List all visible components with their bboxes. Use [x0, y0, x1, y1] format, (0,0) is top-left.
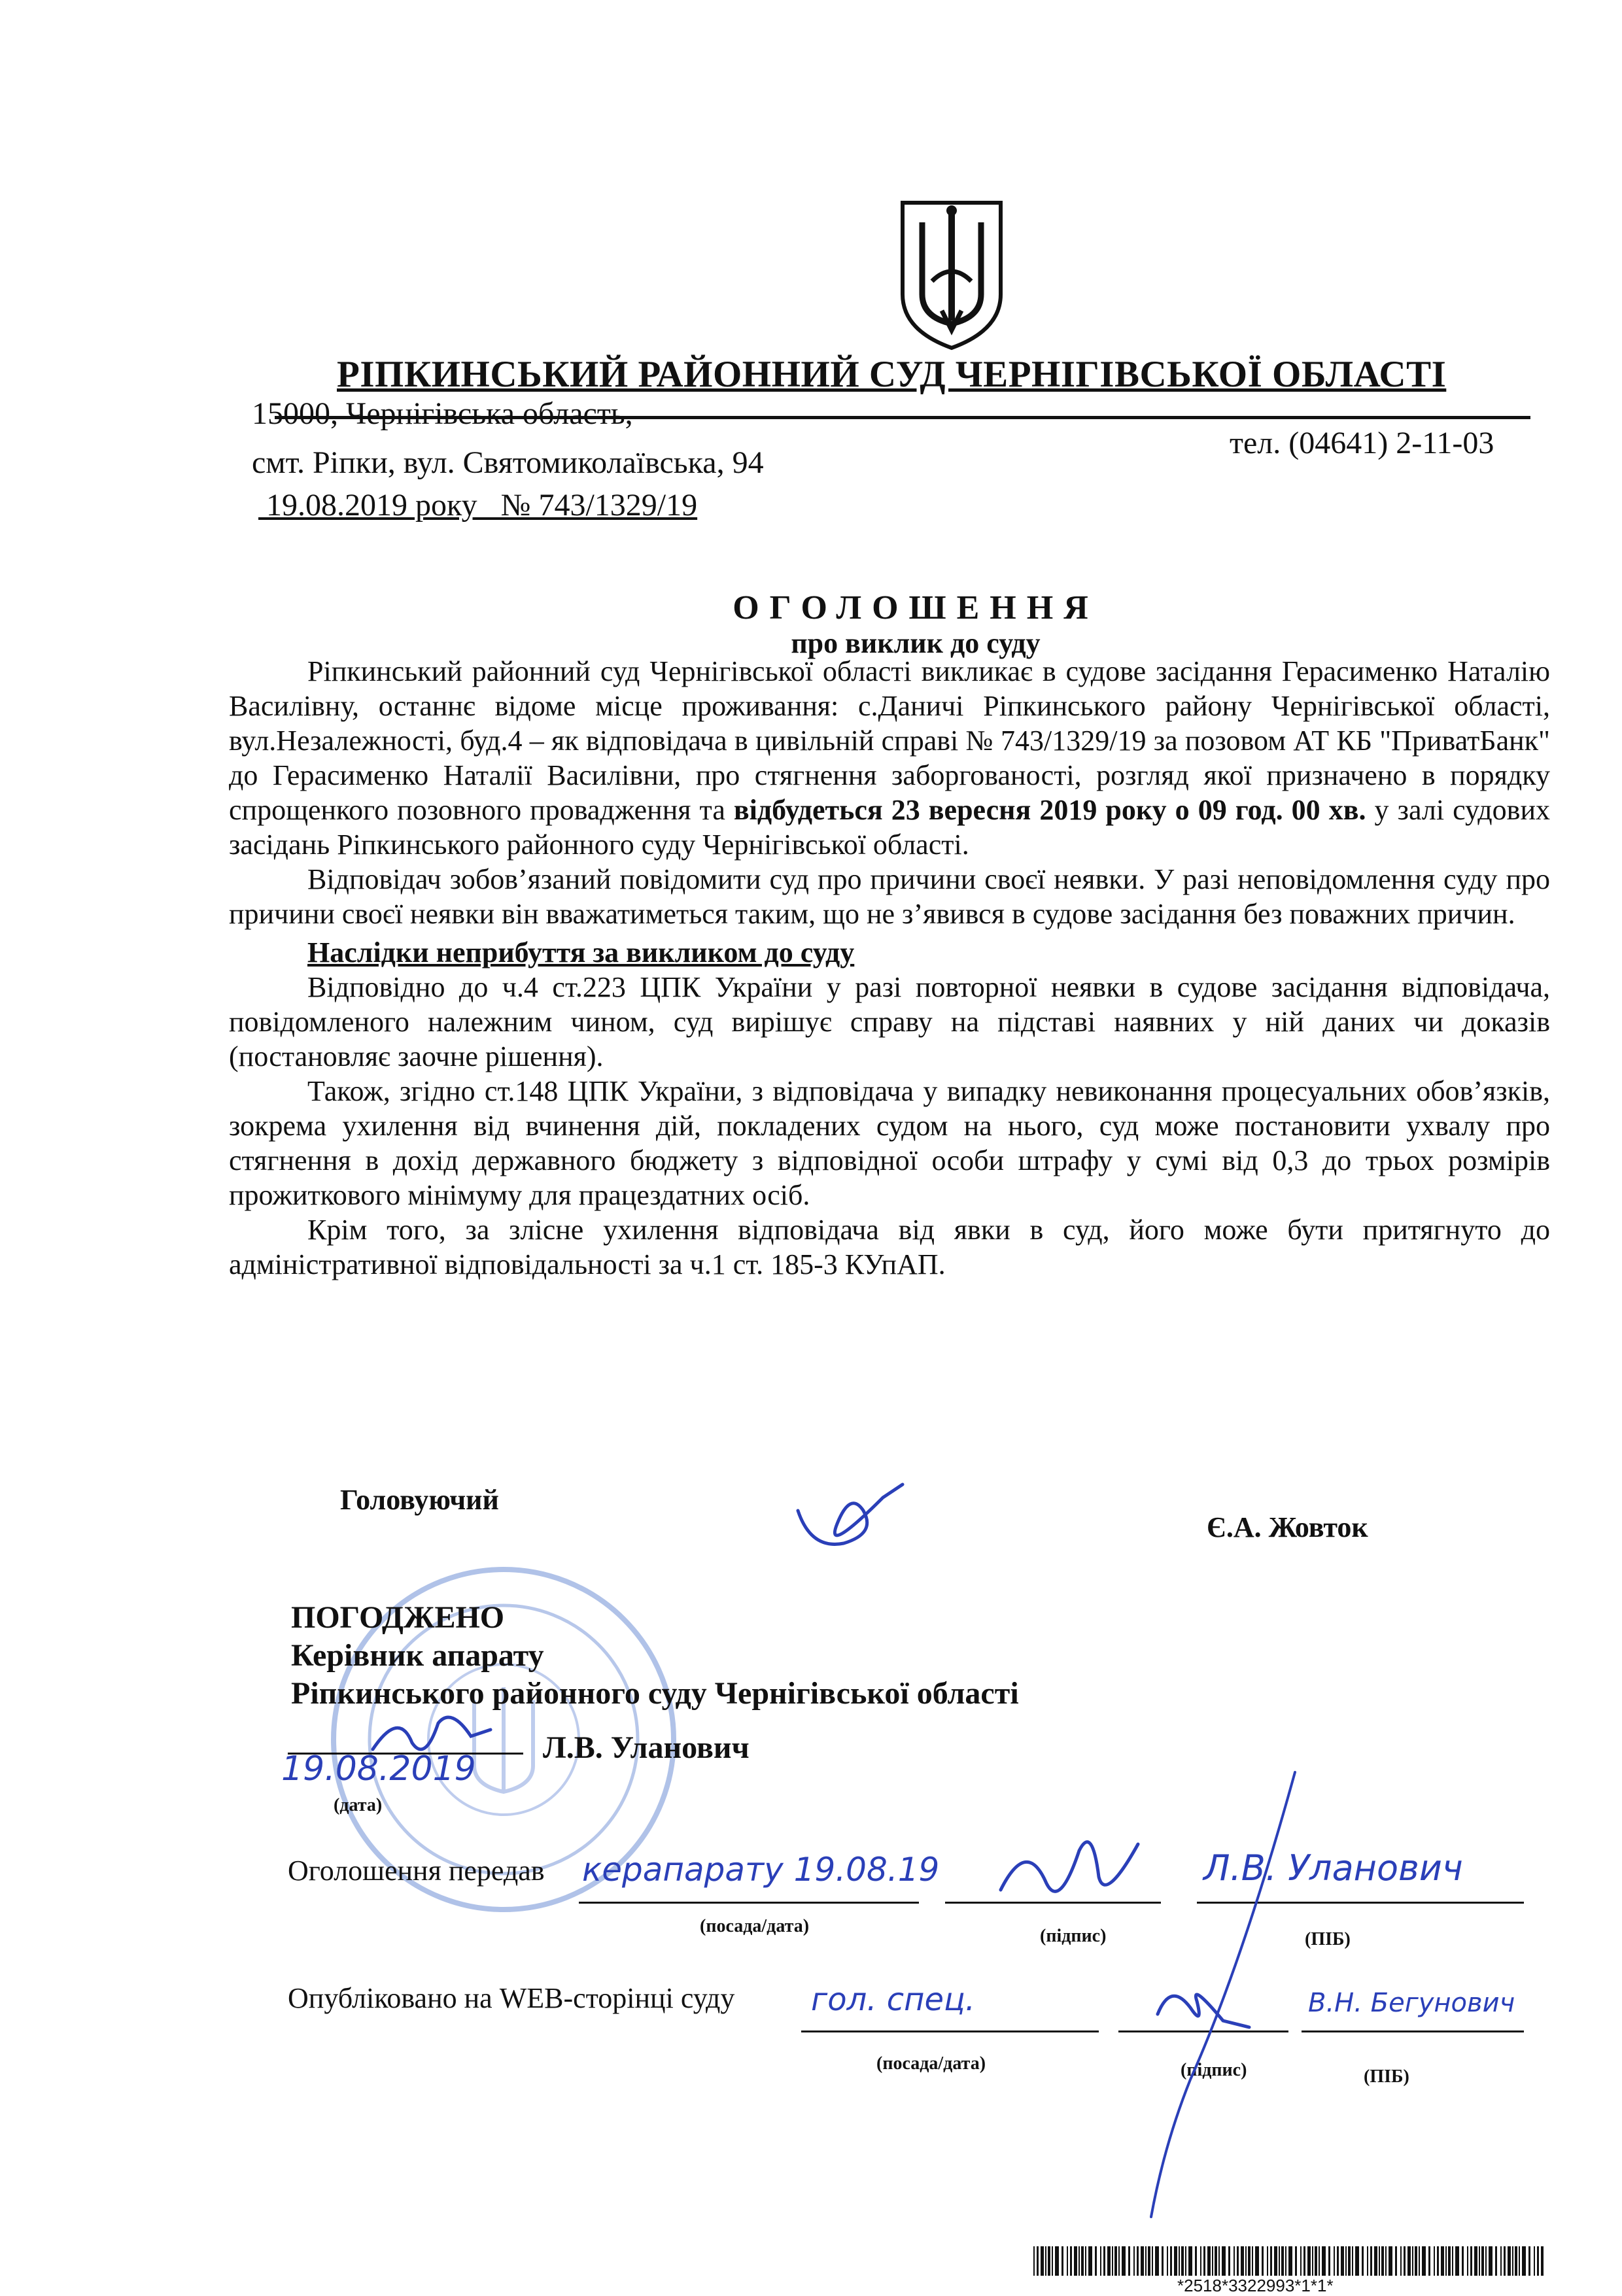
barcode-bar	[1103, 2246, 1105, 2276]
barcode-bar	[1395, 2246, 1397, 2276]
barcode-bar	[1385, 2246, 1387, 2276]
barcode-bar	[1285, 2246, 1286, 2276]
paragraph-fine: Також, згідно ст.148 ЦПК України, з відповідача у випадку невиконання процесуальних обов’язків, зокрема ухилення від вчинення дій, покладених судом на нього, суд може постановити ухвалу про стягнення в дохід державного бюджету з відповідної особи штрафу у сумі від 0,3 до трьох розмірів прожиткового мінімуму для працездатних осіб.	[229, 1075, 1550, 1211]
barcode-bar	[1074, 2246, 1077, 2276]
barcode-bar	[1218, 2246, 1220, 2276]
barcode-bar	[1479, 2246, 1480, 2276]
barcode-bar	[1114, 2246, 1117, 2276]
barcode-bar	[1045, 2246, 1046, 2276]
barcode-bar	[1252, 2246, 1253, 2276]
address-line-1: 15000, Чернігівська область,	[252, 396, 633, 431]
barcode-bar	[1519, 2246, 1520, 2276]
barcode-bar	[1337, 2246, 1339, 2276]
barcode-bar	[1352, 2246, 1353, 2276]
publish-position-line	[801, 2030, 1099, 2032]
court-name: РІПКИНСЬКИЙ РАЙОННИЙ СУД ЧЕРНІГІВСЬКОЇ ОБЛАСТІ	[337, 354, 1447, 395]
barcode-bar	[1412, 2246, 1413, 2276]
barcode-bar	[1295, 2246, 1297, 2276]
barcode-bar	[1470, 2246, 1472, 2276]
transfer-position-date-handwritten: керапарату 19.08.19	[582, 1851, 940, 1889]
barcode-bar	[1367, 2246, 1368, 2276]
barcode-bar	[1281, 2246, 1284, 2276]
barcode-bar	[1162, 2246, 1164, 2276]
paragraph-default-judgment: Відповідно до ч.4 ст.223 ЦПК України у разі повторної неявки в судове засідання відповідача, повідомленого належним чином, суд вирішує справу на підставі наявних у ній даних чи доказів (постановляє заочне рішення).	[229, 971, 1550, 1072]
transfer-position-caption: (посада/дата)	[700, 1916, 810, 1936]
barcode-bar	[1534, 2246, 1535, 2276]
barcode-bar	[1145, 2246, 1147, 2276]
barcode-bar	[1370, 2246, 1372, 2276]
document-barcode	[1033, 2246, 1544, 2276]
barcode-bar	[1441, 2246, 1444, 2276]
publish-position-caption: (посада/дата)	[876, 2053, 986, 2074]
barcode-bar	[1328, 2246, 1330, 2276]
publish-name-caption: (ПІБ)	[1364, 2066, 1409, 2087]
approval-position-2: Ріпкинського районного суду Чернігівської області	[291, 1676, 1019, 1711]
barcode-bar	[1341, 2246, 1344, 2276]
barcode-bar	[1095, 2246, 1097, 2276]
barcode-bar	[1037, 2246, 1039, 2276]
barcode-bar	[1481, 2246, 1484, 2276]
publish-signature-caption: (підпис)	[1181, 2060, 1247, 2080]
barcode-bar	[1234, 2246, 1235, 2276]
paragraph-obligation: Відповідач зобов’язаний повідомити суд про причини своєї неявки. У разі неповідомлення суду про причини своєї неявки він вважатиметься таким, що не з’явився в судове засідання без поважних причин.	[229, 863, 1550, 930]
barcode-bar	[1434, 2246, 1435, 2276]
barcode-bar	[1455, 2246, 1459, 2276]
barcode-bar	[1081, 2246, 1084, 2276]
barcode-bar	[1315, 2246, 1317, 2276]
barcode-bar	[1474, 2246, 1477, 2276]
barcode-bar	[1179, 2246, 1180, 2276]
barcode-text: *2518*3322993*1*1*	[1177, 2276, 1334, 2295]
barcode-bar	[1312, 2246, 1313, 2276]
barcode-bar	[1389, 2246, 1392, 2276]
consequences-heading: Наслідки неприбуття за викликом до суду	[307, 936, 855, 968]
transfer-name-caption: (ПІБ)	[1305, 1929, 1351, 1949]
barcode-bar	[1167, 2246, 1168, 2276]
court-phone: тел. (04641) 2-11-03	[1230, 426, 1494, 460]
barcode-bar	[1374, 2246, 1377, 2276]
barcode-bar	[1467, 2246, 1468, 2276]
barcode-bar	[1133, 2246, 1135, 2276]
address-line-2: смт. Ріпки, вул. Святомиколаївська, 94	[252, 445, 764, 480]
barcode-bar	[1428, 2246, 1430, 2276]
barcode-bar	[1419, 2246, 1420, 2276]
transfer-label: Оголошення передав	[288, 1855, 545, 1887]
barcode-bar	[1055, 2246, 1059, 2276]
barcode-bar	[1200, 2246, 1201, 2276]
barcode-bar	[1415, 2246, 1417, 2276]
barcode-bar	[1215, 2246, 1217, 2276]
barcode-bar	[1085, 2246, 1086, 2276]
barcode-bar	[1515, 2246, 1517, 2276]
barcode-bar	[1112, 2246, 1113, 2276]
publish-position-handwritten: гол. спец.	[811, 1981, 976, 2018]
barcode-bar	[1300, 2246, 1302, 2276]
pen-stroke	[1112, 1766, 1308, 2223]
barcode-bar	[1061, 2246, 1063, 2276]
notice-subtitle: про виклик до суду	[791, 627, 1041, 659]
barcode-bar	[1485, 2246, 1487, 2276]
barcode-bar	[1504, 2246, 1506, 2276]
barcode-bar	[1041, 2246, 1044, 2276]
barcode-bar	[1274, 2246, 1277, 2276]
judge-name: Є.А. Жовток	[1207, 1511, 1368, 1543]
transfer-name-handwritten: Л.В. Уланович	[1203, 1847, 1463, 1889]
barcode-bar	[1141, 2246, 1144, 2276]
barcode-bar	[1100, 2246, 1101, 2276]
barcode-bar	[1241, 2246, 1244, 2276]
barcode-bar	[1255, 2246, 1259, 2276]
barcode-bar	[1522, 2246, 1526, 2276]
barcode-bar	[1228, 2246, 1230, 2276]
barcode-bar	[1195, 2246, 1197, 2276]
barcode-bar	[1270, 2246, 1272, 2276]
approval-position-1: Керівник апарату	[291, 1638, 544, 1673]
barcode-bar	[1448, 2246, 1451, 2276]
barcode-bar	[1212, 2246, 1213, 2276]
barcode-bar	[1489, 2246, 1493, 2276]
barcode-bar	[1303, 2246, 1305, 2276]
barcode-bar	[1445, 2246, 1447, 2276]
barcode-bar	[1181, 2246, 1184, 2276]
barcode-bar	[1262, 2246, 1264, 2276]
paragraph-liability: Крім того, за злісне ухилення відповідача від явки в суд, його може бути притягнуто до адміністративної відповідальності за ч.1 ст. 185-3 КУпАП.	[229, 1214, 1550, 1280]
barcode-bar	[1122, 2246, 1126, 2276]
barcode-bar	[1407, 2246, 1411, 2276]
barcode-bar	[1052, 2246, 1053, 2276]
barcode-bar	[1152, 2246, 1153, 2276]
barcode-bar	[1500, 2246, 1502, 2276]
barcode-bar	[1033, 2246, 1035, 2276]
notice-body	[229, 654, 1550, 1282]
barcode-bar	[1078, 2246, 1080, 2276]
barcode-bar	[1148, 2246, 1150, 2276]
barcode-bar	[1207, 2246, 1211, 2276]
barcode-bar	[1279, 2246, 1280, 2276]
barcode-bar	[1404, 2246, 1406, 2276]
barcode-bar	[1334, 2246, 1335, 2276]
barcode-bar	[1170, 2246, 1172, 2276]
barcode-bar	[1185, 2246, 1186, 2276]
publish-name-line	[1302, 2030, 1524, 2032]
barcode-bar	[1345, 2246, 1347, 2276]
hearing-date: відбудеться 23 вересня 2019 року о 09 год. 00 хв.	[733, 794, 1366, 826]
barcode-bar	[1048, 2246, 1050, 2276]
barcode-bar	[1245, 2246, 1247, 2276]
barcode-bar	[1118, 2246, 1120, 2276]
barcode-bar	[1088, 2246, 1092, 2276]
barcode-bar	[1348, 2246, 1351, 2276]
barcode-bar	[1188, 2246, 1192, 2276]
barcode-bar	[1288, 2246, 1292, 2276]
coat-of-arms-icon	[896, 196, 1007, 353]
barcode-bar	[1128, 2246, 1130, 2276]
approval-name: Л.В. Уланович	[543, 1730, 750, 1765]
barcode-bar	[1070, 2246, 1072, 2276]
barcode-bar	[1155, 2246, 1159, 2276]
publish-label: Опубліковано на WEB-сторінці суду	[288, 1982, 735, 2014]
barcode-bar	[1307, 2246, 1311, 2276]
paragraph-summons: Ріпкинський районний суд Чернігівської області викликає в судове засідання Герасименко Наталію Василівну, останнє відоме місце проживання: с.Даничі Ріпкинського району Чернігівської області, вул.Незалежності, буд.4 – як відповідача в цивільній справі № 743/1329/19 за позовом АТ КБ "ПриватБанк" до Герасименко Наталії Василівни, про стягнення заборгованості, розгляд якої призначено в порядку спрощенкого позовного провадження та відбудеться 23 вересня 2019 року о 09 год. 00 хв. у залі судових засідань Ріпкинського районного суду Чернігівської області.	[229, 655, 1550, 861]
barcode-bar	[1400, 2246, 1402, 2276]
barcode-bar	[1107, 2246, 1111, 2276]
transfer-signature-caption: (підпис)	[1040, 1926, 1107, 1946]
barcode-bar	[1452, 2246, 1453, 2276]
barcode-bar	[1137, 2246, 1139, 2276]
approval-date-caption: (дата)	[334, 1795, 383, 1815]
barcode-bar	[1495, 2246, 1497, 2276]
barcode-bar	[1203, 2246, 1205, 2276]
barcode-bar	[1537, 2246, 1539, 2276]
barcode-bar	[1267, 2246, 1268, 2276]
barcode-bar	[1355, 2246, 1359, 2276]
barcode-bar	[1067, 2246, 1068, 2276]
approval-block	[291, 1599, 1019, 1713]
date-and-case-number: 19.08.2019 року № 743/1329/19	[258, 488, 698, 523]
barcode-bar	[1508, 2246, 1511, 2276]
barcode-bar	[1237, 2246, 1239, 2276]
barcode-bar	[1528, 2246, 1530, 2276]
barcode-bar	[1248, 2246, 1251, 2276]
judge-signature	[785, 1471, 916, 1563]
barcode-bar	[1319, 2246, 1320, 2276]
publish-name-handwritten: В.Н. Бегунович	[1308, 1988, 1515, 2018]
approval-agreed: ПОГОДЖЕНО	[291, 1600, 505, 1635]
barcode-bar	[1379, 2246, 1380, 2276]
barcode-bar	[1381, 2246, 1384, 2276]
transfer-position-line	[579, 1902, 919, 1904]
notice-title: ОГОЛОШЕННЯ	[733, 589, 1099, 626]
presiding-label: Головуючий	[340, 1484, 499, 1516]
barcode-bar	[1462, 2246, 1464, 2276]
barcode-bar	[1422, 2246, 1426, 2276]
barcode-bar	[1541, 2246, 1544, 2276]
barcode-bar	[1362, 2246, 1364, 2276]
barcode-bar	[1322, 2246, 1326, 2276]
barcode-bar	[1512, 2246, 1513, 2276]
barcode-bar	[1174, 2246, 1177, 2276]
approval-date-handwritten: 19.08.2019	[281, 1749, 476, 1789]
barcode-bar	[1222, 2246, 1226, 2276]
barcode-bar	[1437, 2246, 1439, 2276]
